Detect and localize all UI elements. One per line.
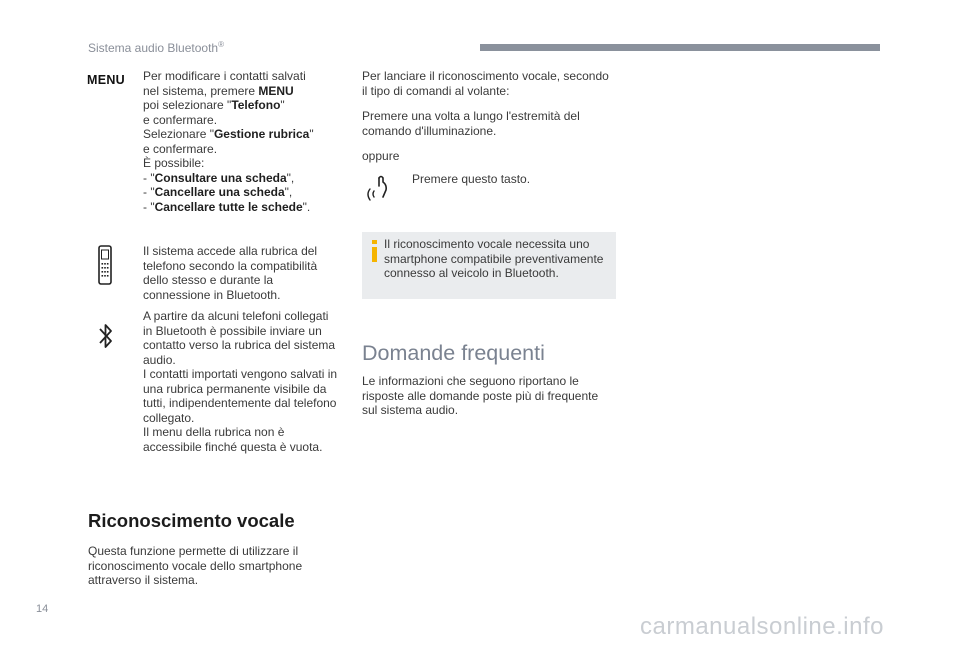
list-item: - "Cancellare una scheda",: [143, 185, 293, 199]
header-bar: [480, 44, 880, 51]
text-line: Per modificare i contatti salvati: [143, 69, 306, 83]
voice-intro-paragraph: [88, 544, 328, 588]
text-line: A partire da alcuni telefoni collegati: [143, 309, 329, 323]
text-line: audio.: [143, 352, 176, 367]
text-line: telefono secondo la compatibilità: [143, 258, 318, 273]
text-line: poi selezionare "Telefono": [143, 98, 285, 112]
text-line: I contatti importati vengono salvati in: [143, 367, 338, 381]
section-title-faq: Domande frequenti: [362, 341, 545, 365]
text-line: Il riconoscimento vocale necessita uno: [384, 237, 590, 251]
text-line: e confermare.: [143, 141, 218, 156]
text-line: e confermare.: [143, 112, 218, 127]
text-line: sul sistema audio.: [362, 403, 459, 417]
text-line: attraverso il sistema.: [88, 573, 199, 587]
faq-intro-paragraph: [362, 374, 612, 418]
text-line: nel sistema, premere MENU: [143, 83, 294, 98]
text-line: connessione in Bluetooth.: [143, 287, 281, 302]
text-line: Il sistema accede alla rubrica del: [143, 244, 318, 258]
lighting-stalk-paragraph: [362, 109, 617, 138]
text-line: dello stesso e durante la: [143, 273, 274, 287]
text-line: tutti, indipendentemente dal telefono: [143, 396, 337, 410]
list-item: - "Consultare una scheda",: [143, 170, 295, 185]
text-line: riconoscimento vocale dello smartphone: [88, 558, 303, 573]
text-line: una rubrica permanente visibile da: [143, 381, 327, 396]
text-line: Questa funzione permette di utilizzare il: [88, 544, 299, 558]
text-line: comando d'illuminazione.: [362, 123, 497, 138]
page-number: 14: [36, 603, 49, 615]
voice-command-icon: [365, 170, 395, 208]
bluetooth-icon: [98, 321, 114, 355]
menu-key-icon: MENU: [87, 73, 126, 87]
section-title-voice: Riconoscimento vocale: [88, 510, 295, 531]
text-line: Per lanciare il riconoscimento vocale, secondo: [362, 69, 609, 83]
info-note: [362, 232, 616, 299]
text-line: collegato.: [143, 410, 195, 425]
text-line: Le informazioni che seguono riportano le: [362, 374, 579, 388]
text-line: Il menu della rubrica non è: [143, 425, 285, 439]
text-line: Premere una volta a lungo l'estremità del: [362, 109, 580, 123]
press-button-text: Premere questo tasto.: [412, 172, 531, 186]
oppure-text: oppure: [362, 149, 400, 163]
running-header: Sistema audio Bluetooth®: [88, 40, 224, 55]
text-line: smartphone compatibile preventivamente: [384, 251, 604, 266]
text-line: accessibile finché questa è vuota.: [143, 439, 323, 454]
phonebook-compat-paragraph: [143, 244, 343, 302]
text-line: Selezionare "Gestione rubrica": [143, 127, 314, 141]
text-line: connesso al veicolo in Bluetooth.: [384, 266, 559, 280]
contacts-edit-paragraph: [143, 69, 343, 214]
info-note-text: [384, 237, 610, 281]
voice-launch-paragraph: [362, 69, 617, 98]
text-line: contatto verso la rubrica del sistema: [143, 338, 336, 352]
contact-import-paragraph: [143, 309, 343, 454]
text-line: risposte alle domande poste più di frequente: [362, 388, 599, 403]
info-icon: [368, 239, 382, 263]
text-line: È possibile:: [143, 156, 205, 170]
text-line: il tipo di comandi al volante:: [362, 83, 510, 98]
text-line: in Bluetooth è possibile inviare un: [143, 323, 322, 338]
list-item: - "Cancellare tutte le schede".: [143, 199, 311, 214]
watermark: carmanualsonline.info: [640, 613, 884, 640]
phone-icon: [98, 245, 112, 289]
